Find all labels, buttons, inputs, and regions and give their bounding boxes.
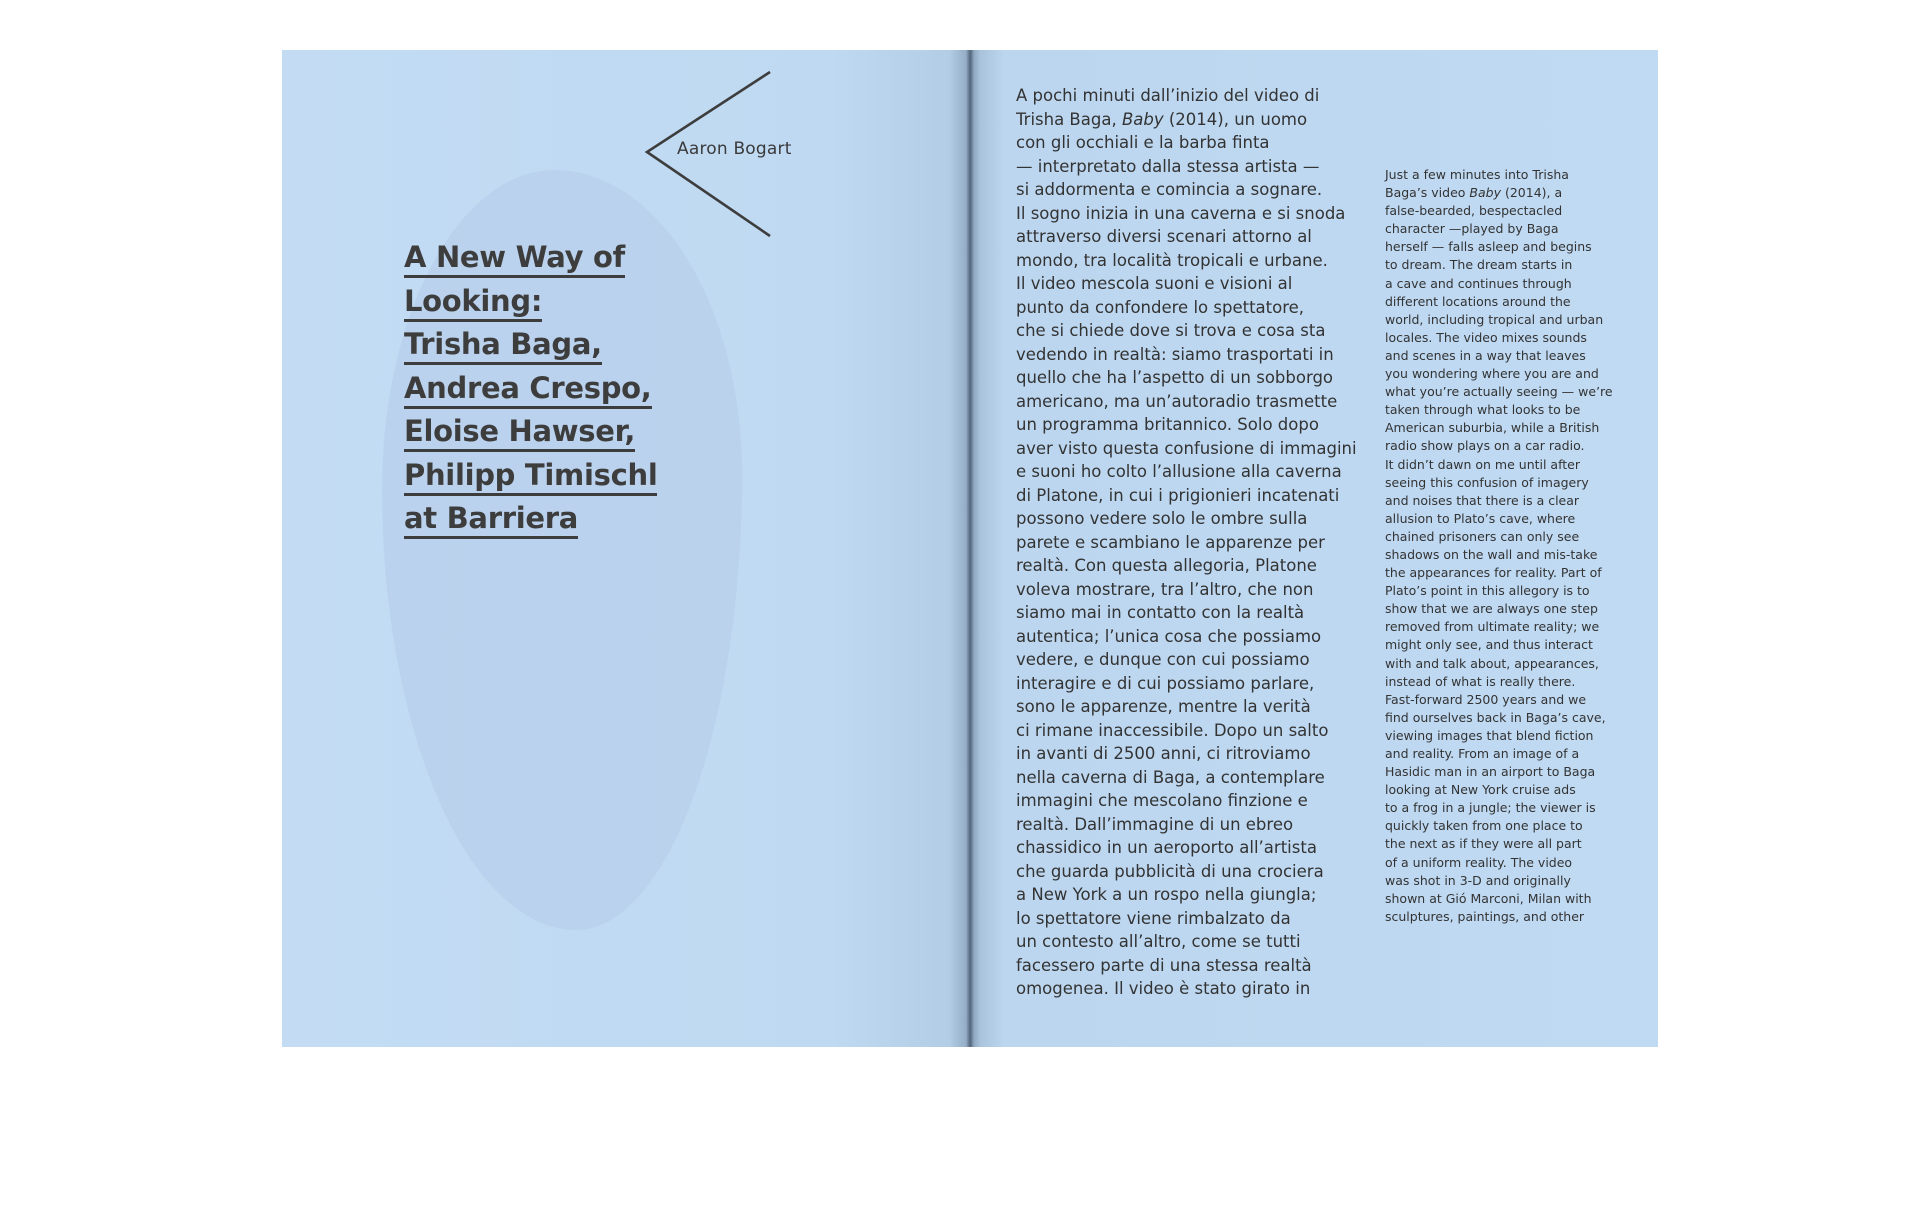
italian-text-line: si addormenta e comincia a sognare. (1016, 180, 1323, 199)
english-text-line: the appearances for reality. Part of (1385, 565, 1602, 581)
italian-text-line: parete e scambiano le apparenze per (1016, 532, 1325, 552)
english-text-line: Baga’s video Baby (2014), a (1385, 185, 1563, 201)
italian-text-line: sono le apparenze, mentre la verità (1016, 697, 1311, 716)
english-text-line: radio show plays on a car radio. (1385, 438, 1585, 454)
english-text-line: and scenes in a way that leaves (1385, 347, 1586, 363)
english-text-line: allusion to Plato’s cave, where (1385, 510, 1576, 526)
english-text-line: to a frog in a jungle; the viewer is (1385, 800, 1596, 816)
italian-text-line: che si chiede dove si trova e cosa sta (1016, 321, 1326, 340)
english-text-line: locales. The video mixes sounds (1385, 329, 1587, 345)
italian-text-line: vedendo in realtà: siamo trasportati in (1016, 344, 1334, 364)
book-gutter (966, 50, 974, 1047)
english-text-line: the next as if they were all part (1385, 836, 1582, 852)
left-page (282, 50, 970, 1047)
italian-text-line: in avanti di 2500 anni, ci ritroviamo (1016, 744, 1311, 763)
italian-text-line: nella caverna di Baga, a contemplare (1016, 767, 1325, 787)
english-text-line: shadows on the wall and mis-take (1385, 546, 1598, 562)
magazine-spread (282, 50, 1658, 1047)
english-text-line: world, including tropical and urban (1385, 311, 1604, 327)
title-line: Philipp Timischl (404, 454, 744, 498)
italian-text-line: punto da confondere lo spettatore, (1016, 297, 1305, 317)
english-text-line: shown at Gió Marconi, Milan with (1385, 890, 1592, 906)
english-text-line: a cave and continues through (1385, 275, 1572, 291)
italian-text-line: possono vedere solo le ombre sulla (1016, 509, 1308, 528)
english-text-line: to dream. The dream starts in (1385, 257, 1573, 273)
italian-text-line: — interpretato dalla stessa artista — (1016, 156, 1320, 176)
english-text-line: what you’re actually seeing — we’re (1385, 384, 1613, 400)
italian-text-line: lo spettatore viene rimbalzato da (1016, 908, 1291, 928)
italian-text-line: un programma britannico. Solo dopo (1016, 415, 1319, 434)
english-text-line: of a uniform reality. The video (1385, 854, 1573, 870)
italian-text-line: un contesto all’altro, come se tutti (1016, 932, 1301, 951)
english-text-line: sculptures, paintings, and other (1385, 908, 1585, 924)
italian-text-line: immagini che mescolano finzione e (1016, 791, 1308, 810)
italian-text-line: siamo mai in contatto con la realtà (1016, 603, 1305, 622)
title-line: Andrea Crespo, (404, 367, 744, 411)
english-text-line: viewing images that blend fiction (1385, 727, 1594, 743)
english-text-line: find ourselves back in Baga’s cave, (1385, 709, 1606, 725)
title-line: Trisha Baga, (404, 323, 744, 367)
english-text-line: false-bearded, bespectacled (1385, 203, 1563, 219)
english-text-line: instead of what is really there. (1385, 673, 1576, 689)
italian-text-column (1016, 84, 1356, 1001)
english-text-line: Plato’s point in this allegory is to (1385, 583, 1590, 599)
english-text-line: It didn’t dawn on me until after (1385, 456, 1581, 472)
english-text-line: and reality. From an image of a (1385, 746, 1580, 761)
english-text-line: taken through what looks to be (1385, 402, 1581, 418)
english-text-line: you wondering where you are and (1385, 366, 1599, 382)
italian-text-line: autentica; l’unica cosa che possiamo (1016, 626, 1322, 646)
italian-text-line: quello che ha l’aspetto di un sobborgo (1016, 368, 1334, 387)
english-text-column (1385, 166, 1625, 926)
english-text-line: Hasidic man in an airport to Baga (1385, 764, 1596, 780)
english-text-line: and noises that there is a clear (1385, 492, 1580, 508)
italian-text-line: con gli occhiali e la barba finta (1016, 133, 1270, 152)
english-text-line: seeing this confusion of imagery (1385, 474, 1589, 490)
italian-text-line: Il video mescola suoni e visioni al (1016, 274, 1293, 293)
english-text-line: herself — falls asleep and begins (1385, 239, 1592, 255)
english-text-line: character —played by Baga (1385, 221, 1559, 237)
italian-text-line: aver visto questa confusione di immagini (1016, 438, 1357, 458)
italian-text-line: di Platone, in cui i prigionieri incatenati (1016, 485, 1340, 505)
title-line: Eloise Hawser, (404, 410, 744, 454)
title-line: Looking: (404, 280, 744, 324)
english-text-line: American suburbia, while a British (1385, 420, 1600, 436)
english-text-line: different locations around the (1385, 293, 1571, 309)
italian-text-line: a New York a un rospo nella giungla; (1016, 885, 1317, 904)
english-text-line: quickly taken from one place to (1385, 818, 1583, 834)
english-text-line: Fast-forward 2500 years and we (1385, 691, 1587, 707)
italian-text-line: americano, ma un’autoradio trasmette (1016, 391, 1338, 411)
title-line: at Barriera (404, 497, 744, 541)
english-text-line: with and talk about, appearances, (1385, 655, 1599, 671)
english-text-line: looking at New York cruise ads (1385, 782, 1576, 798)
italian-text-line: che guarda pubblicità di una crociera (1016, 861, 1324, 881)
english-text-line: chained prisoners can only see (1385, 528, 1580, 544)
italian-text-line: vedere, e dunque con cui possiamo (1016, 650, 1310, 669)
italian-text-line: ci rimane inaccessibile. Dopo un salto (1016, 720, 1329, 740)
english-text-line: show that we are always one step (1385, 601, 1598, 617)
artwork-title: Baby (1121, 109, 1164, 129)
italian-text-line: interagire e di cui possiamo parlare, (1016, 673, 1315, 693)
english-text-line: was shot in 3-D and originally (1385, 872, 1571, 888)
italian-text-line: realtà. Con questa allegoria, Platone (1016, 556, 1317, 575)
english-text-line: might only see, and thus interact (1385, 637, 1593, 653)
author-name: Aaron Bogart (677, 139, 792, 159)
italian-text-line: attraverso diversi scenari attorno al (1016, 227, 1312, 246)
artwork-title: Baby (1469, 185, 1501, 201)
italian-text-line: Trisha Baga, Baby (2014), un uomo (1016, 109, 1308, 129)
english-text-line: removed from ultimate reality; we (1385, 619, 1600, 635)
title-line: A New Way of (404, 236, 744, 280)
italian-text-line: Il sogno inizia in una caverna e si snoda (1016, 203, 1346, 223)
italian-text-line: chassidico in un aeroporto all’artista (1016, 838, 1317, 857)
italian-text-line: mondo, tra località tropicali e urbane. (1016, 250, 1328, 270)
italian-text-line: e suoni ho colto l’allusione alla caverna (1016, 462, 1342, 481)
italian-text-line: omogenea. Il video è stato girato in (1016, 979, 1311, 998)
italian-text-line: facessero parte di una stessa realtà (1016, 955, 1312, 975)
italian-text-line: voleva mostrare, tra l’altro, che non (1016, 579, 1314, 599)
english-text-line: Just a few minutes into Trisha (1385, 167, 1569, 182)
italian-text-line: realtà. Dall’immagine di un ebreo (1016, 814, 1294, 834)
italian-text-line: A pochi minuti dall’inizio del video di (1016, 86, 1320, 105)
article-title (404, 236, 744, 541)
